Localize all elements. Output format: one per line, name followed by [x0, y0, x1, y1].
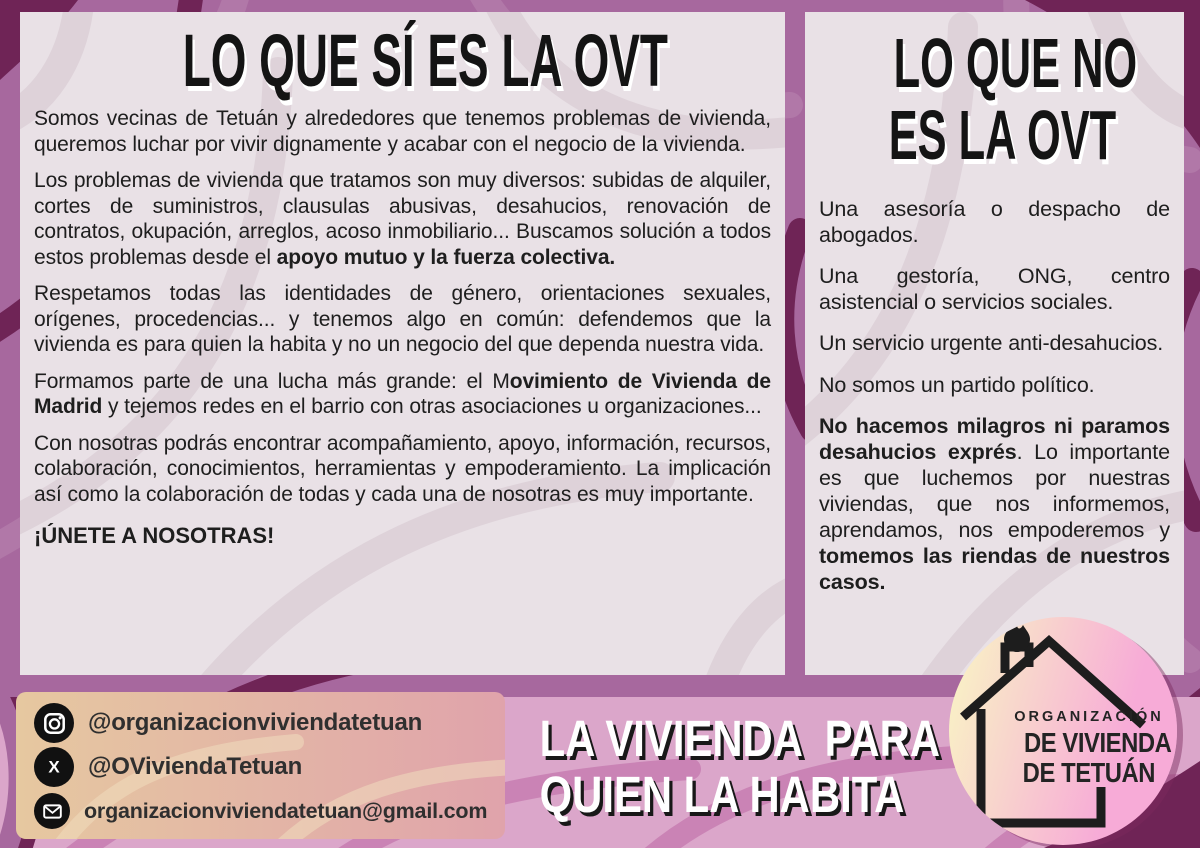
logo-text-line2: DE VIVIENDA [1024, 727, 1172, 758]
email-icon [34, 793, 70, 829]
contact-handle: organizacionviviendatetuan@gmail.com [84, 798, 488, 823]
left-panel [20, 12, 785, 675]
right-panel-item: Un servicio urgente anti-desahucios. [819, 331, 1164, 356]
right-panel-item: No hacemos milagros ni paramos desahucios exprés. Lo importante es que luchemos por nuestras viviendas, que nos informemos, aprendamos, nos empoderemos y tomemos las riendas de nuestros casos. [819, 413, 1170, 595]
logo-text-line1: ORGANIZACIÓN [1014, 709, 1164, 725]
right-panel-title-line2: ES LA OVT [888, 96, 1117, 174]
right-panel [805, 12, 1184, 675]
slogan-line1: LA VIVIENDA PARA [539, 710, 941, 767]
contact-handle: @OViviendaTetuan [88, 753, 303, 780]
left-panel-title [34, 19, 771, 102]
right-panel-title-line1: LO QUE NO [893, 24, 1138, 102]
right-panel-item: No somos un partido político. [819, 372, 1095, 397]
contact-box [16, 692, 505, 839]
logo-badge [949, 617, 1177, 845]
x-icon [34, 747, 74, 787]
instagram-icon [34, 703, 74, 743]
contact-row-x [34, 745, 505, 789]
slogan [539, 710, 941, 824]
paragraph: Los problemas de vivienda que tratamos son muy diversos: subidas de alquiler, cortes de suministros, clausulas abusivas, desahucios, renovación de contratos, okupación, arreglos, acoso inmobiliario... Buscamos solución a todos estos problemas desde el apoyo mutuo y la fuerza colectiva. [34, 169, 771, 269]
logo-text-line3: DE TETUÁN [1022, 757, 1156, 788]
right-panel-title [819, 24, 1170, 174]
paragraph: Somos vecinas de Tetuán y alrededores que tenemos problemas de vivienda, queremos luchar por vivir dignamente y acabar con el negocio de la vivienda. [34, 107, 771, 156]
left-panel-body [34, 106, 771, 549]
svg-text:X: X [48, 757, 60, 777]
join-us-text: ¡ÚNETE A NOSOTRAS! [34, 523, 275, 548]
paragraph: Con nosotras podrás encontrar acompañamiento, apoyo, información, recursos, colaboración, conocimientos, herramientas y empoderamiento. La implicación así como la colaboración de todas y cada una de nosotras es muy importante. [34, 431, 771, 506]
contact-row-instagram [34, 701, 505, 745]
contact-row-email [34, 789, 505, 833]
contact-handle: @organizacionviviendatetuan [88, 709, 423, 736]
right-panel-item: Una asesoría o despacho de abogados. [819, 197, 1170, 248]
paragraph: Formamos parte de una lucha más grande: el Movimiento de Vivienda de Madrid y tejemos redes en el barrio con otras asociaciones u organizaciones... [34, 369, 771, 418]
flame-icon [1004, 619, 1030, 652]
slogan-line2: QUIEN LA HABITA [539, 766, 905, 824]
right-panel-item: Una gestoría, ONG, centro asistencial o servicios sociales. [819, 264, 1170, 315]
left-panel-title-text: LO QUE SÍ ES LA OVT [182, 19, 668, 102]
paragraph: Respetamos todas las identidades de género, orientaciones sexuales, orígenes, procedencias... y tenemos algo en común: defendemos que la vivienda es para quien la habita y no un negocio del que dependa nuestra vida. [34, 282, 771, 356]
right-panel-body [819, 196, 1170, 595]
